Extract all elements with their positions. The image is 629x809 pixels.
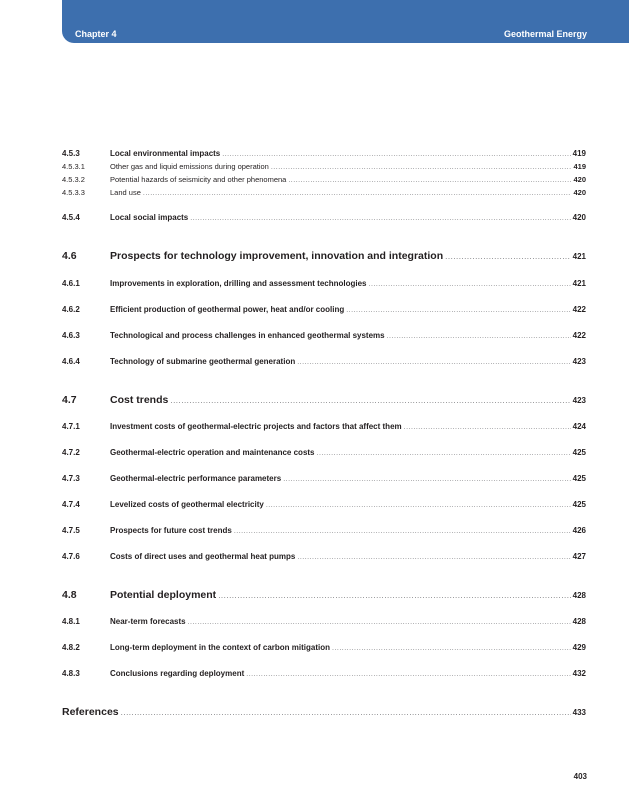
toc-entry-4-7-4[interactable] [62,501,586,509]
toc-entry-title: Land use [110,188,141,197]
toc-entry-number: 4.8.1 [62,617,80,626]
toc-entry-number: 4.7.2 [62,448,80,457]
toc-entry-title: Investment costs of geothermal-electric projects and factors that affect them [110,422,402,431]
toc-leader-dots [445,253,571,261]
toc-entry-number: 4.7.6 [62,552,80,561]
toc-entry-title: Prospects for future cost trends [110,526,232,535]
toc-entry-4-5-4[interactable] [62,214,586,222]
toc-entry-title: Levelized costs of geothermal electricity [110,500,264,509]
toc-leader-dots [188,619,571,626]
toc-entry-page: 425 [572,474,586,483]
toc-leader-dots [143,190,572,197]
toc-leader-dots [234,528,571,535]
toc-leader-dots [297,554,570,561]
toc-leader-dots [346,307,570,314]
toc-leader-dots [218,592,570,600]
page-number: 403 [573,772,587,781]
toc-entry-title: Local social impacts [110,213,189,222]
toc-entry-number: 4.8.3 [62,669,80,678]
toc-entry-4-8-1[interactable] [62,618,586,626]
toc-leader-dots [332,645,571,652]
toc-entry-title: Technology of submarine geothermal generation [110,357,296,366]
toc-entry-number: 4.8.2 [62,643,80,652]
toc-entry-references[interactable] [62,707,586,718]
toc-entry-4-8[interactable] [62,590,586,601]
toc-leader-dots [271,164,572,171]
toc-entry-title: Potential deployment [110,589,217,601]
toc-entry-page: 427 [572,552,586,561]
toc-leader-dots [121,709,571,717]
toc-leader-dots [387,333,571,340]
toc-entry-title: Other gas and liquid emissions during operation [110,162,269,171]
toc-entry-number: 4.5.3.3 [62,188,85,197]
toc-entry-4-7-1[interactable] [62,423,586,431]
chapter-subject: Geothermal Energy [503,29,587,39]
toc-leader-dots [288,177,571,184]
toc-entry-page: 428 [572,591,586,600]
toc-entry-title: Cost trends [110,394,169,406]
toc-entry-page: 422 [572,305,586,314]
toc-leader-dots [297,359,570,366]
toc-leader-dots [266,502,571,509]
toc-entry-number: 4.7.4 [62,500,80,509]
toc-leader-dots [369,281,571,288]
toc-entry-page: 433 [572,708,586,717]
toc-leader-dots [190,215,570,222]
toc-entry-4-7[interactable] [62,395,586,406]
toc-entry-4-5-3[interactable] [62,150,586,158]
toc-entry-page: 423 [572,357,586,366]
toc-entry-number: 4.7.1 [62,422,80,431]
toc-entry-number: 4.8 [62,589,77,601]
toc-entry-number: 4.6.4 [62,357,80,366]
toc-leader-dots [317,450,571,457]
toc-entry-4-8-2[interactable] [62,644,586,652]
toc-entry-number: 4.7.5 [62,526,80,535]
toc-entry-4-7-2[interactable] [62,449,586,457]
toc-entry-4-6[interactable] [62,251,586,262]
toc-entry-number: 4.5.3.1 [62,162,85,171]
toc-entry-number: 4.6.2 [62,305,80,314]
toc-entry-title: Potential hazards of seismicity and other phenomena [110,175,287,184]
toc-entry-page: 425 [572,500,586,509]
toc-entry-page: 423 [572,396,586,405]
toc-entry-title: Technological and process challenges in enhanced geothermal systems [110,331,385,340]
toc-entry-number: 4.6.3 [62,331,80,340]
toc-entry-4-7-3[interactable] [62,475,586,483]
toc-entry-4-6-1[interactable] [62,280,586,288]
toc-entry-page: 421 [572,279,586,288]
toc-entry-4-7-6[interactable] [62,553,586,561]
toc-entry-number: 4.7 [62,394,77,406]
toc-entry-title: Long-term deployment in the context of carbon mitigation [110,643,331,652]
toc-leader-dots [283,476,570,483]
toc-entry-title: Near-term forecasts [110,617,186,626]
toc-entry-page: 420 [573,175,586,184]
toc-entry-title: Improvements in exploration, drilling and assessment technologies [110,279,367,288]
toc-entry-4-5-3-3[interactable] [62,189,586,197]
toc-entry-4-6-3[interactable] [62,332,586,340]
toc-entry-4-6-4[interactable] [62,358,586,366]
toc-entry-4-6-2[interactable] [62,306,586,314]
toc-entry-page: 425 [572,448,586,457]
toc-entry-page: 421 [572,252,586,261]
toc-entry-number: 4.6 [62,250,77,262]
toc-entry-page: 419 [573,162,586,171]
toc-entry-title: Costs of direct uses and geothermal heat pumps [110,552,296,561]
toc-leader-dots [222,151,570,158]
toc-entry-page: 419 [572,149,586,158]
toc-entry-number: 4.7.3 [62,474,80,483]
toc-entry-page: 428 [572,617,586,626]
toc-entry-title: Prospects for technology improvement, innovation and integration [110,250,444,262]
toc-entry-title: Conclusions regarding deployment [110,669,245,678]
toc-entry-number: 4.6.1 [62,279,80,288]
toc-entry-number: 4.5.4 [62,213,80,222]
toc-entry-title: Geothermal-electric operation and maintenance costs [110,448,315,457]
toc-leader-dots [404,424,571,431]
toc-entry-page: 420 [573,188,586,197]
toc-entry-4-7-5[interactable] [62,527,586,535]
toc-leader-dots [170,397,570,405]
toc-entry-number: 4.5.3.2 [62,175,85,184]
toc-entry-page: 420 [572,213,586,222]
toc-leader-dots [246,671,570,678]
toc-entry-4-5-3-2[interactable] [62,176,586,184]
toc-entry-page: 432 [572,669,586,678]
toc-entry-4-8-3[interactable] [62,670,586,678]
toc-entry-title: Geothermal-electric performance parameters [110,474,282,483]
toc-entry-4-5-3-1[interactable] [62,163,586,171]
toc-entry-title: Local environmental impacts [110,149,221,158]
chapter-label: Chapter 4 [75,29,117,39]
chapter-header-bar [62,0,629,43]
toc-entry-title: Efficient production of geothermal power, heat and/or cooling [110,305,345,314]
toc-entry-number: 4.5.3 [62,149,80,158]
toc-entry-title: References [62,706,119,718]
toc-entry-page: 424 [572,422,586,431]
toc-entry-page: 422 [572,331,586,340]
toc-entry-page: 429 [572,643,586,652]
toc-entry-page: 426 [572,526,586,535]
